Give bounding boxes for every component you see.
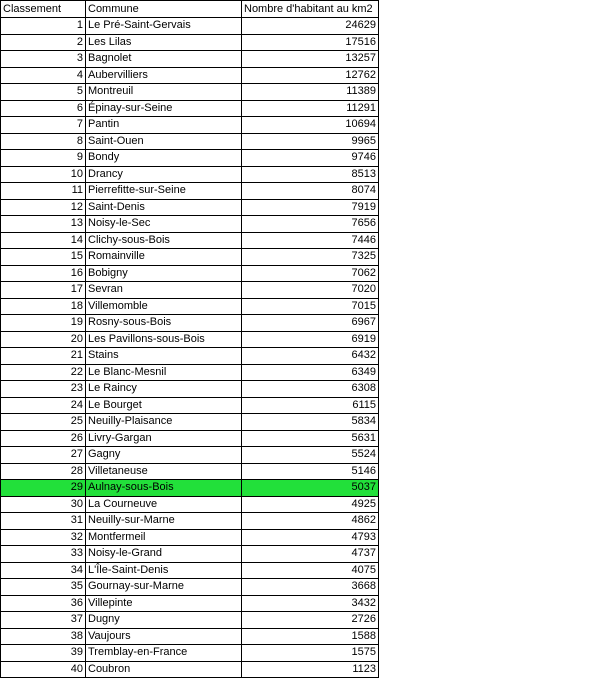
table-row (1, 117, 379, 134)
rank-cell[interactable]: 3 (1, 51, 86, 68)
table-row (1, 381, 379, 398)
rank-cell[interactable]: 20 (1, 331, 86, 348)
density-cell[interactable]: 2726 (242, 612, 379, 629)
commune-cell[interactable]: Sevran (86, 282, 242, 299)
commune-cell[interactable]: Le Raincy (86, 381, 242, 398)
table-row (1, 414, 379, 431)
commune-cell[interactable]: Les Lilas (86, 34, 242, 51)
density-cell[interactable]: 12762 (242, 67, 379, 84)
commune-cell[interactable]: Aubervilliers (86, 67, 242, 84)
density-cell[interactable]: 5631 (242, 430, 379, 447)
rank-cell[interactable]: 8 (1, 133, 86, 150)
commune-cell[interactable]: Gournay-sur-Marne (86, 579, 242, 596)
density-cell[interactable]: 24629 (242, 18, 379, 35)
rank-cell[interactable]: 16 (1, 265, 86, 282)
table-row (1, 183, 379, 200)
table-row (1, 265, 379, 282)
commune-cell[interactable]: Saint-Denis (86, 199, 242, 216)
commune-cell[interactable]: Livry-Gargan (86, 430, 242, 447)
table-row (1, 249, 379, 266)
density-cell[interactable]: 10694 (242, 117, 379, 134)
density-cell[interactable]: 7656 (242, 216, 379, 233)
table-row (1, 331, 379, 348)
density-cell[interactable]: 6349 (242, 364, 379, 381)
table-row (1, 562, 379, 579)
rank-cell[interactable]: 39 (1, 645, 86, 662)
rank-cell[interactable]: 40 (1, 661, 86, 678)
density-cell[interactable]: 4862 (242, 513, 379, 530)
density-cell[interactable]: 8074 (242, 183, 379, 200)
table-row (1, 463, 379, 480)
rank-cell[interactable]: 29 (1, 480, 86, 497)
density-cell[interactable]: 4925 (242, 496, 379, 513)
commune-cell[interactable]: Villetaneuse (86, 463, 242, 480)
rank-cell[interactable]: 1 (1, 18, 86, 35)
table-row (1, 34, 379, 51)
rank-cell[interactable]: 13 (1, 216, 86, 233)
commune-cell[interactable]: Les Pavillons-sous-Bois (86, 331, 242, 348)
density-cell[interactable]: 17516 (242, 34, 379, 51)
commune-cell[interactable]: Le Pré-Saint-Gervais (86, 18, 242, 35)
density-cell[interactable]: 4737 (242, 546, 379, 563)
density-cell[interactable]: 5524 (242, 447, 379, 464)
commune-cell[interactable]: Le Blanc-Mesnil (86, 364, 242, 381)
density-cell[interactable]: 7446 (242, 232, 379, 249)
density-cell[interactable]: 5834 (242, 414, 379, 431)
rank-cell[interactable]: 36 (1, 595, 86, 612)
table-row (1, 84, 379, 101)
table-row (1, 216, 379, 233)
rank-cell[interactable]: 22 (1, 364, 86, 381)
commune-cell[interactable]: Rosny-sous-Bois (86, 315, 242, 332)
commune-cell[interactable]: Pantin (86, 117, 242, 134)
table-row (1, 496, 379, 513)
commune-cell[interactable]: Épinay-sur-Seine (86, 100, 242, 117)
table-row (1, 529, 379, 546)
density-cell[interactable]: 9746 (242, 150, 379, 167)
table-row (1, 628, 379, 645)
density-cell[interactable]: 9965 (242, 133, 379, 150)
rank-cell[interactable]: 7 (1, 117, 86, 134)
table-row (1, 282, 379, 299)
density-cell[interactable]: 6967 (242, 315, 379, 332)
table-row (1, 100, 379, 117)
rank-cell[interactable]: 28 (1, 463, 86, 480)
table-row (1, 579, 379, 596)
density-cell[interactable]: 3668 (242, 579, 379, 596)
density-cell[interactable]: 4793 (242, 529, 379, 546)
table-row (1, 595, 379, 612)
commune-cell[interactable]: Clichy-sous-Bois (86, 232, 242, 249)
commune-cell[interactable]: Bagnolet (86, 51, 242, 68)
commune-cell[interactable]: Le Bourget (86, 397, 242, 414)
table-body (1, 18, 379, 678)
rank-cell[interactable]: 12 (1, 199, 86, 216)
header-rank[interactable]: Classement (1, 1, 86, 18)
commune-cell[interactable]: Stains (86, 348, 242, 365)
density-cell[interactable]: 11389 (242, 84, 379, 101)
header-commune[interactable]: Commune (86, 1, 242, 18)
rank-cell[interactable]: 4 (1, 67, 86, 84)
density-cell[interactable]: 6432 (242, 348, 379, 365)
density-cell[interactable]: 7015 (242, 298, 379, 315)
rank-cell[interactable]: 24 (1, 397, 86, 414)
commune-cell[interactable]: Drancy (86, 166, 242, 183)
commune-cell[interactable]: Romainville (86, 249, 242, 266)
density-cell[interactable]: 1123 (242, 661, 379, 678)
density-cell[interactable]: 13257 (242, 51, 379, 68)
commune-cell[interactable]: Villepinte (86, 595, 242, 612)
rank-cell[interactable]: 15 (1, 249, 86, 266)
table-row (1, 51, 379, 68)
commune-cell[interactable]: Noisy-le-Grand (86, 546, 242, 563)
rank-cell[interactable]: 11 (1, 183, 86, 200)
table-row (1, 232, 379, 249)
density-cell[interactable]: 5037 (242, 480, 379, 497)
table-row (1, 447, 379, 464)
commune-cell[interactable]: Villemomble (86, 298, 242, 315)
table-row (1, 430, 379, 447)
commune-cell[interactable]: Montfermeil (86, 529, 242, 546)
table-row (1, 298, 379, 315)
table-row (1, 612, 379, 629)
rank-cell[interactable]: 5 (1, 84, 86, 101)
header-row (1, 1, 379, 18)
rank-cell[interactable]: 30 (1, 496, 86, 513)
rank-cell[interactable]: 34 (1, 562, 86, 579)
commune-cell[interactable]: Noisy-le-Sec (86, 216, 242, 233)
density-cell[interactable]: 6919 (242, 331, 379, 348)
rank-cell[interactable]: 35 (1, 579, 86, 596)
table-row (1, 166, 379, 183)
table-row (1, 645, 379, 662)
density-cell[interactable]: 11291 (242, 100, 379, 117)
density-cell[interactable]: 7919 (242, 199, 379, 216)
table-row-highlighted (1, 480, 379, 497)
rank-cell[interactable]: 31 (1, 513, 86, 530)
commune-cell[interactable]: Saint-Ouen (86, 133, 242, 150)
table-row (1, 315, 379, 332)
rank-cell[interactable]: 19 (1, 315, 86, 332)
density-cell[interactable]: 5146 (242, 463, 379, 480)
commune-cell[interactable]: Neuilly-sur-Marne (86, 513, 242, 530)
density-cell[interactable]: 4075 (242, 562, 379, 579)
density-cell[interactable]: 7020 (242, 282, 379, 299)
rank-cell[interactable]: 38 (1, 628, 86, 645)
table-row (1, 348, 379, 365)
rank-cell[interactable]: 2 (1, 34, 86, 51)
table-row (1, 133, 379, 150)
table-row (1, 150, 379, 167)
density-cell[interactable]: 6115 (242, 397, 379, 414)
commune-cell[interactable]: Aulnay-sous-Bois (86, 480, 242, 497)
rank-cell[interactable]: 26 (1, 430, 86, 447)
density-cell[interactable]: 6308 (242, 381, 379, 398)
commune-cell[interactable]: Neuilly-Plaisance (86, 414, 242, 431)
commune-cell[interactable]: Gagny (86, 447, 242, 464)
commune-cell[interactable]: Vaujours (86, 628, 242, 645)
commune-cell[interactable]: L'Île-Saint-Denis (86, 562, 242, 579)
commune-cell[interactable]: Bondy (86, 150, 242, 167)
table-row (1, 67, 379, 84)
commune-cell[interactable]: Dugny (86, 612, 242, 629)
rank-cell[interactable]: 18 (1, 298, 86, 315)
commune-cell[interactable]: Bobigny (86, 265, 242, 282)
commune-cell[interactable]: Coubron (86, 661, 242, 678)
rank-cell[interactable]: 27 (1, 447, 86, 464)
rank-cell[interactable]: 37 (1, 612, 86, 629)
density-cell[interactable]: 1575 (242, 645, 379, 662)
header-density[interactable]: Nombre d'habitant au km2 (242, 1, 379, 18)
commune-cell[interactable]: Tremblay-en-France (86, 645, 242, 662)
density-cell[interactable]: 8513 (242, 166, 379, 183)
density-cell[interactable]: 3432 (242, 595, 379, 612)
density-cell[interactable]: 7062 (242, 265, 379, 282)
density-cell[interactable]: 1588 (242, 628, 379, 645)
rank-cell[interactable]: 32 (1, 529, 86, 546)
rank-cell[interactable]: 14 (1, 232, 86, 249)
rank-cell[interactable]: 10 (1, 166, 86, 183)
table-row (1, 661, 379, 678)
rank-cell[interactable]: 9 (1, 150, 86, 167)
rank-cell[interactable]: 33 (1, 546, 86, 563)
commune-cell[interactable]: Montreuil (86, 84, 242, 101)
rank-cell[interactable]: 23 (1, 381, 86, 398)
rank-cell[interactable]: 21 (1, 348, 86, 365)
table-row (1, 513, 379, 530)
commune-cell[interactable]: Pierrefitte-sur-Seine (86, 183, 242, 200)
table-row (1, 364, 379, 381)
density-cell[interactable]: 7325 (242, 249, 379, 266)
table-row (1, 18, 379, 35)
rank-cell[interactable]: 6 (1, 100, 86, 117)
table-row (1, 546, 379, 563)
table-row (1, 397, 379, 414)
table-row (1, 199, 379, 216)
commune-cell[interactable]: La Courneuve (86, 496, 242, 513)
rank-cell[interactable]: 17 (1, 282, 86, 299)
rank-cell[interactable]: 25 (1, 414, 86, 431)
